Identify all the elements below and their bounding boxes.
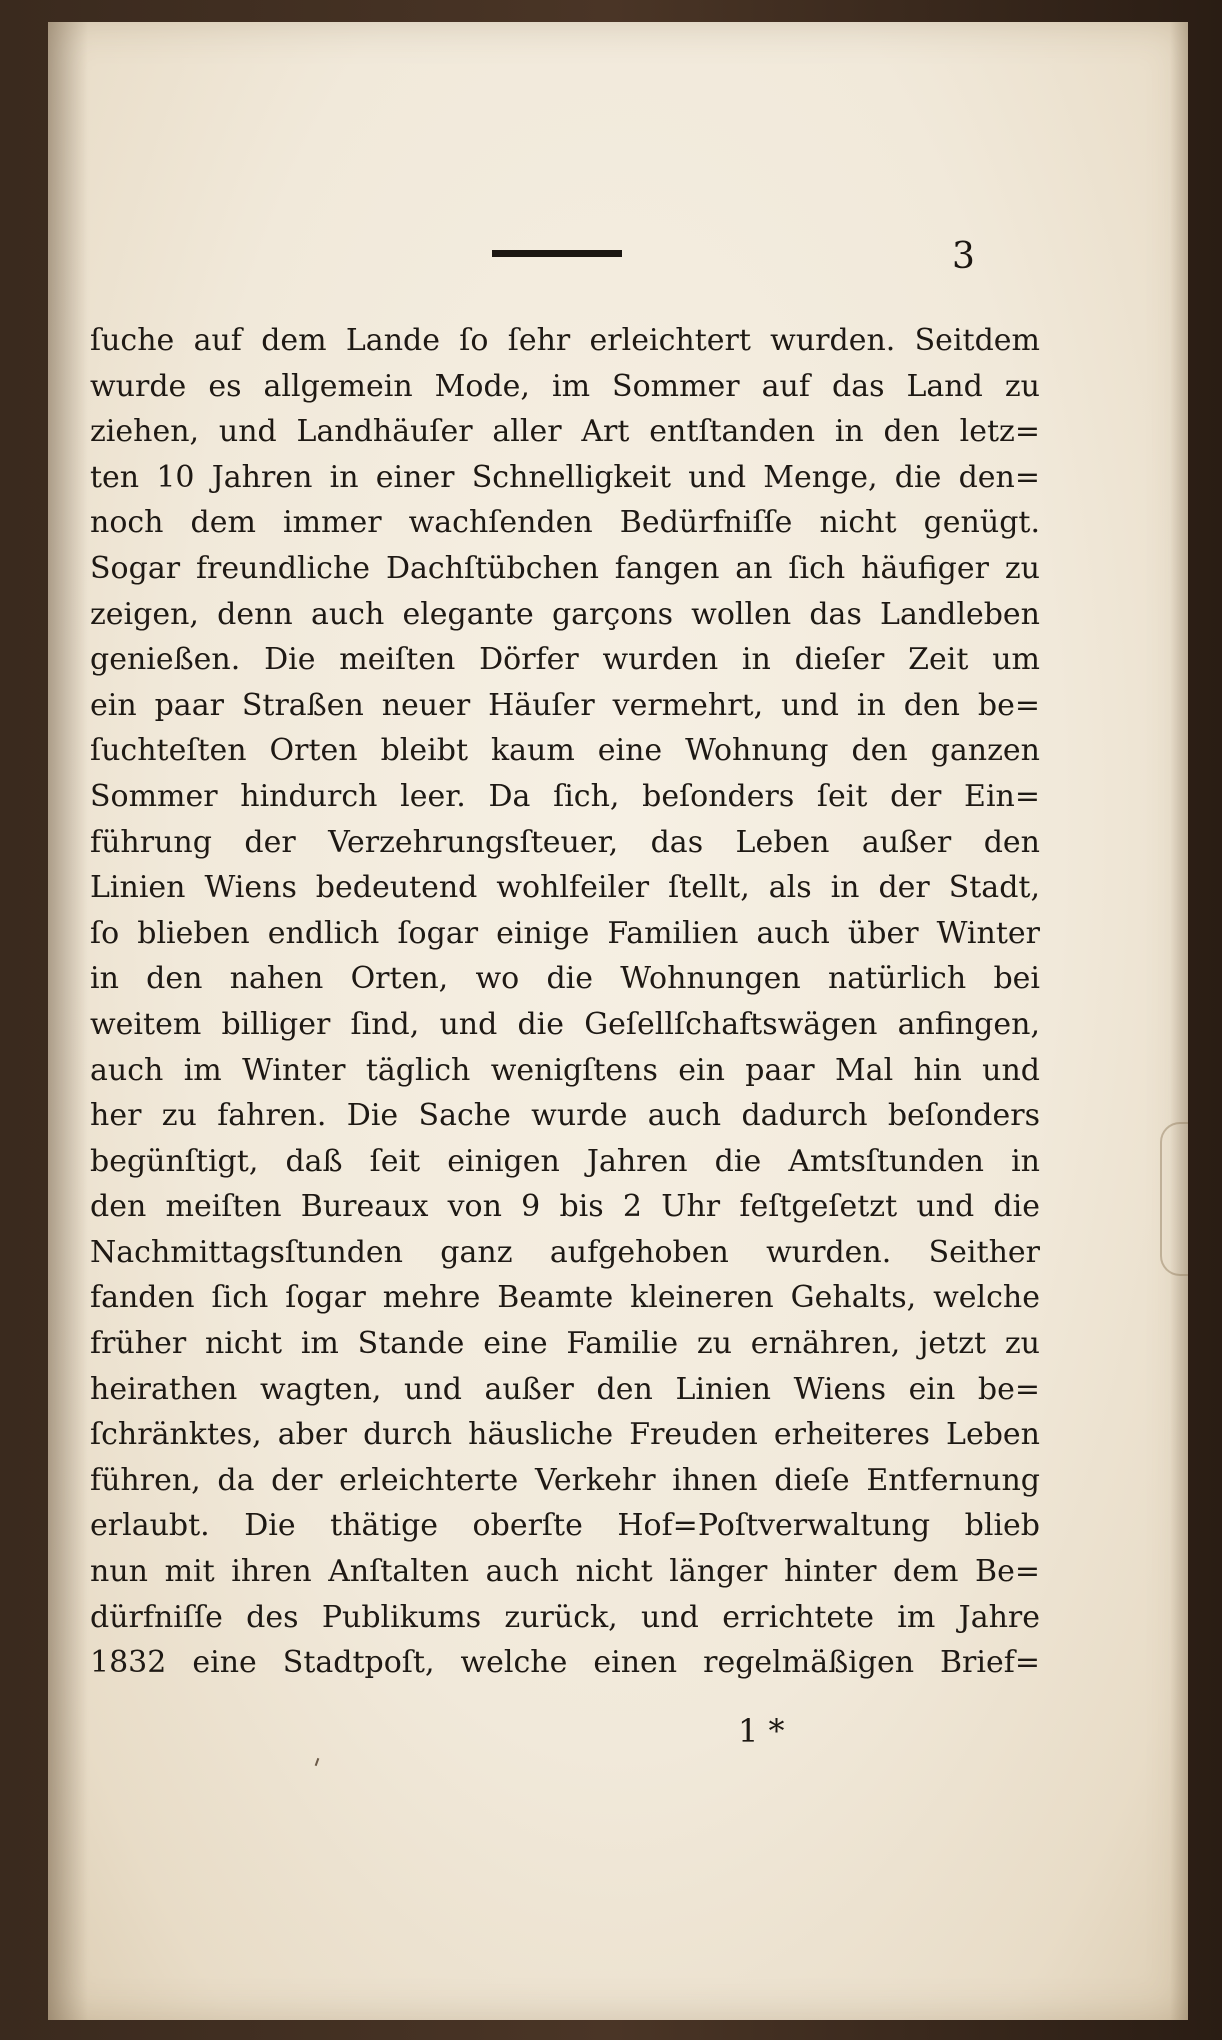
text-line: führung der Verzehrungsſteuer, das Leben außer den bbox=[90, 824, 1040, 860]
page-number: 3 bbox=[952, 236, 975, 277]
text-line: ein paar Straßen neuer Häuſer vermehrt, und in den be= bbox=[90, 687, 1040, 723]
text-line: heirathen wagten, und außer den Linien Wiens ein be= bbox=[90, 1371, 1040, 1407]
text-line: in den nahen Orten, wo die Wohnungen natürlich bei bbox=[90, 961, 1040, 997]
text-line: Sommer hindurch leer. Da ſich, beſonders ſeit der Ein= bbox=[90, 778, 1040, 814]
text-line: ſuchteſten Orten bleibt kaum eine Wohnung den ganzen bbox=[90, 733, 1040, 769]
text-line: den meiſten Bureaux von 9 bis 2 Uhr feſtgeſetzt und die bbox=[90, 1189, 1040, 1225]
text-line: ſuche auf dem Lande ſo ſehr erleichtert wurden. Seitdem bbox=[90, 323, 1040, 358]
text-line: begünſtigt, daß ſeit einigen Jahren die Amtsſtunden in bbox=[90, 1143, 1040, 1179]
text-line: Linien Wiens bedeutend wohlfeiler ſtellt, als in der Stadt, bbox=[90, 870, 1040, 906]
text-line: fanden ſich ſogar mehre Beamte kleineren Gehalts, welche bbox=[90, 1280, 1040, 1316]
text-line: ziehen, und Landhäuſer aller Art entſtanden in den letz= bbox=[90, 414, 1040, 450]
spine-shadow bbox=[48, 22, 88, 2020]
page-edge bbox=[1170, 22, 1188, 2020]
text-line: her zu fahren. Die Sache wurde auch dadurch beſonders bbox=[90, 1098, 1040, 1134]
ink-speck bbox=[315, 1758, 320, 1766]
text-line: ten 10 Jahren in einer Schnelligkeit und Menge, die den= bbox=[90, 459, 1040, 495]
book-page bbox=[48, 22, 1188, 2020]
text-line: führen, da der erleichterte Verkehr ihnen dieſe Entfernung bbox=[90, 1462, 1040, 1498]
body-text bbox=[90, 318, 1040, 1686]
text-line: dürfniſſe des Publikums zurück, und errichtete im Jahre bbox=[90, 1599, 1040, 1635]
text-line: weitem billiger ſind, und die Geſellſchaftswägen anfingen, bbox=[90, 1006, 1040, 1042]
signature-mark: 1 * bbox=[738, 1712, 785, 1750]
text-line: Sogar freundliche Dachſtübchen fangen an ſich häufiger zu bbox=[90, 550, 1040, 586]
text-line: nun mit ihren Anſtalten auch nicht länger hinter dem Be= bbox=[90, 1554, 1040, 1590]
text-line: auch im Winter täglich wenigſtens ein paar Mal hin und bbox=[90, 1052, 1040, 1088]
text-line: genießen. Die meiſten Dörfer wurden in dieſer Zeit um bbox=[90, 642, 1040, 678]
text-line: wurde es allgemein Mode, im Sommer auf das Land zu bbox=[90, 368, 1040, 404]
text-line: noch dem immer wachſenden Bedürfniſſe nicht genügt. bbox=[90, 505, 1040, 541]
header-rule bbox=[492, 250, 622, 257]
text-line: zeigen, denn auch elegante garçons wollen das Landleben bbox=[90, 596, 1040, 632]
text-line: Nachmittagsſtunden ganz aufgehoben wurden. Seither bbox=[90, 1234, 1040, 1270]
text-line: 1832 eine Stadtpoſt, welche einen regelmäßigen Brief= bbox=[90, 1645, 1040, 1681]
text-line: früher nicht im Stande eine Familie zu ernähren, jetzt zu bbox=[90, 1326, 1040, 1362]
text-line: ſchränktes, aber durch häusliche Freuden erheiteres Leben bbox=[90, 1417, 1040, 1453]
clip-mark bbox=[1160, 1122, 1188, 1276]
text-line: ſo blieben endlich ſogar einige Familien auch über Winter bbox=[90, 915, 1040, 951]
text-line: erlaubt. Die thätige oberſte Hof=Poſtverwaltung blieb bbox=[90, 1508, 1040, 1544]
